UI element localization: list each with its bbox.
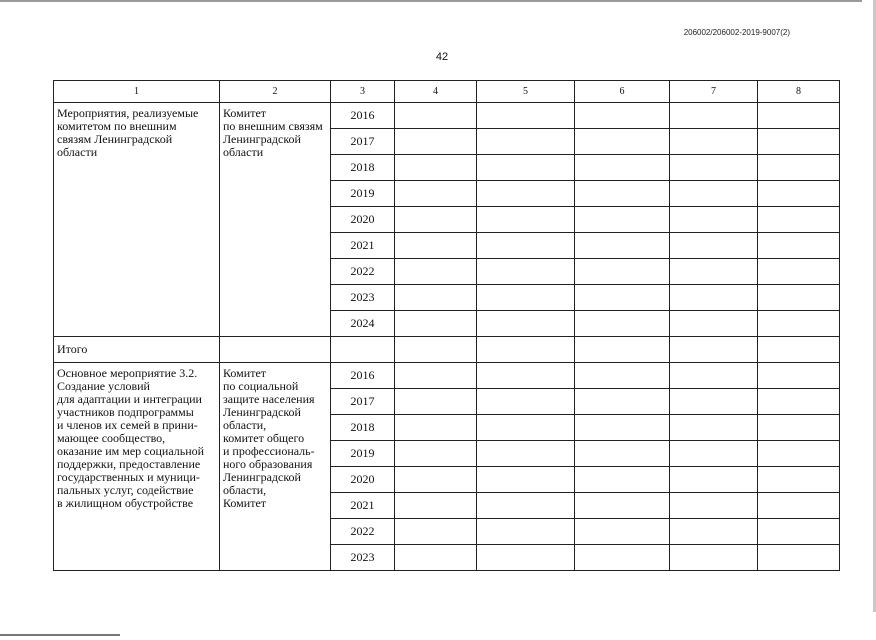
data-cell bbox=[575, 545, 670, 571]
year-cell: 2017 bbox=[331, 389, 395, 415]
year-cell: 2019 bbox=[331, 181, 395, 207]
data-cell bbox=[575, 155, 670, 181]
data-cell bbox=[575, 493, 670, 519]
data-cell bbox=[477, 285, 575, 311]
data-cell bbox=[575, 389, 670, 415]
measure-text: Мероприятия, реализуемые комитетом по внешним связям Ленинградской области bbox=[57, 106, 199, 159]
data-cell bbox=[670, 493, 758, 519]
header-row bbox=[54, 81, 840, 103]
data-cell bbox=[395, 389, 477, 415]
data-cell bbox=[670, 285, 758, 311]
data-cell bbox=[477, 155, 575, 181]
year-cell: 2018 bbox=[331, 415, 395, 441]
year-cell: 2021 bbox=[331, 493, 395, 519]
data-cell bbox=[575, 207, 670, 233]
data-cell bbox=[477, 441, 575, 467]
year-cell: 2018 bbox=[331, 155, 395, 181]
column-header: 1 bbox=[54, 81, 220, 103]
data-cell bbox=[670, 519, 758, 545]
column-header: 4 bbox=[395, 81, 477, 103]
data-cell bbox=[575, 233, 670, 259]
column-header: 2 bbox=[220, 81, 331, 103]
data-cell bbox=[670, 389, 758, 415]
data-cell bbox=[477, 207, 575, 233]
data-cell bbox=[758, 181, 840, 207]
data-cell bbox=[477, 493, 575, 519]
data-cell bbox=[670, 415, 758, 441]
executor-cell bbox=[220, 103, 331, 337]
data-cell bbox=[395, 285, 477, 311]
data-cell bbox=[395, 441, 477, 467]
year-cell: 2016 bbox=[331, 103, 395, 129]
data-cell bbox=[477, 311, 575, 337]
data-cell bbox=[477, 415, 575, 441]
data-cell bbox=[758, 363, 840, 389]
total-label: Итого bbox=[54, 337, 220, 363]
executor-text: Комитет по социальной защите населения Ленинградской области, комитет общего и профессиональ- ного образования Ленинградской области, Комитет bbox=[223, 366, 315, 510]
data-cell bbox=[758, 545, 840, 571]
data-cell bbox=[395, 311, 477, 337]
data-cell bbox=[575, 363, 670, 389]
data-cell bbox=[477, 259, 575, 285]
data-cell bbox=[758, 259, 840, 285]
data-cell bbox=[575, 129, 670, 155]
data-cell bbox=[670, 259, 758, 285]
column-header: 5 bbox=[477, 81, 575, 103]
data-cell bbox=[575, 259, 670, 285]
data-cell bbox=[758, 103, 840, 129]
data-cell bbox=[758, 441, 840, 467]
year-cell: 2019 bbox=[331, 441, 395, 467]
year-cell: 2022 bbox=[331, 519, 395, 545]
executor-text: Комитет по внешним связям Ленинградской области bbox=[223, 106, 323, 159]
column-header: 8 bbox=[758, 81, 840, 103]
data-cell bbox=[575, 519, 670, 545]
data-cell bbox=[670, 129, 758, 155]
data-cell bbox=[670, 181, 758, 207]
data-cell bbox=[395, 233, 477, 259]
measure-cell bbox=[54, 103, 220, 337]
data-cell bbox=[670, 545, 758, 571]
year-cell: 2020 bbox=[331, 207, 395, 233]
data-cell bbox=[670, 337, 758, 363]
column-header: 6 bbox=[575, 81, 670, 103]
data-cell bbox=[575, 337, 670, 363]
year-cell: 2021 bbox=[331, 233, 395, 259]
data-cell bbox=[670, 207, 758, 233]
page-number: 42 bbox=[435, 51, 449, 63]
data-cell bbox=[758, 311, 840, 337]
data-cell bbox=[670, 363, 758, 389]
data-cell bbox=[575, 467, 670, 493]
executor-cell bbox=[220, 363, 331, 571]
total-row bbox=[54, 337, 840, 363]
data-cell bbox=[758, 389, 840, 415]
data-cell bbox=[670, 155, 758, 181]
data-cell bbox=[395, 337, 477, 363]
data-cell bbox=[575, 181, 670, 207]
data-cell bbox=[758, 493, 840, 519]
data-cell bbox=[758, 467, 840, 493]
data-cell bbox=[575, 441, 670, 467]
data-cell bbox=[395, 545, 477, 571]
data-cell bbox=[477, 129, 575, 155]
data-cell bbox=[395, 415, 477, 441]
data-cell bbox=[477, 103, 575, 129]
data-cell bbox=[395, 493, 477, 519]
data-cell bbox=[575, 415, 670, 441]
data-cell bbox=[758, 155, 840, 181]
column-header: 7 bbox=[670, 81, 758, 103]
data-cell bbox=[758, 285, 840, 311]
scan-edge-bottom bbox=[0, 634, 120, 636]
year-cell: 2023 bbox=[331, 545, 395, 571]
data-cell bbox=[758, 519, 840, 545]
data-cell bbox=[395, 259, 477, 285]
year-cell: 2022 bbox=[331, 259, 395, 285]
table-row bbox=[54, 103, 840, 129]
data-cell bbox=[477, 545, 575, 571]
data-cell bbox=[477, 181, 575, 207]
data-cell bbox=[477, 337, 575, 363]
data-cell bbox=[575, 103, 670, 129]
scan-edge-top bbox=[0, 0, 862, 2]
data-cell bbox=[670, 311, 758, 337]
data-cell bbox=[220, 337, 331, 363]
data-cell bbox=[758, 415, 840, 441]
measure-cell bbox=[54, 363, 220, 571]
data-cell bbox=[395, 467, 477, 493]
column-header: 3 bbox=[331, 81, 395, 103]
data-cell bbox=[575, 311, 670, 337]
data-cell bbox=[395, 103, 477, 129]
data-cell bbox=[758, 233, 840, 259]
data-cell bbox=[477, 467, 575, 493]
data-cell bbox=[395, 181, 477, 207]
data-cell bbox=[670, 441, 758, 467]
data-cell bbox=[331, 337, 395, 363]
year-cell: 2020 bbox=[331, 467, 395, 493]
data-cell bbox=[758, 129, 840, 155]
data-cell bbox=[758, 337, 840, 363]
data-cell bbox=[395, 363, 477, 389]
data-cell bbox=[670, 467, 758, 493]
data-cell bbox=[395, 155, 477, 181]
data-cell bbox=[395, 519, 477, 545]
table-row bbox=[54, 363, 840, 389]
year-cell: 2023 bbox=[331, 285, 395, 311]
year-cell: 2024 bbox=[331, 311, 395, 337]
data-cell bbox=[758, 207, 840, 233]
data-cell bbox=[395, 207, 477, 233]
data-cell bbox=[477, 389, 575, 415]
data-cell bbox=[670, 103, 758, 129]
data-cell bbox=[477, 233, 575, 259]
data-cell bbox=[395, 129, 477, 155]
program-table bbox=[53, 80, 840, 571]
data-cell bbox=[477, 519, 575, 545]
document-reference: 206002/206002-2019-9007(2) bbox=[683, 28, 790, 37]
data-cell bbox=[670, 233, 758, 259]
data-cell bbox=[477, 363, 575, 389]
year-cell: 2017 bbox=[331, 129, 395, 155]
measure-text: Основное мероприятие 3.2. Создание условий для адаптации и интеграции участников подпрограммы и членов их семей в прини- мающее сообщество, оказание им мер социальной поддержки, предоставление государственных и муници- пальных услуг, содействие в жилищном обустройстве bbox=[57, 366, 205, 510]
data-cell bbox=[575, 285, 670, 311]
year-cell: 2016 bbox=[331, 363, 395, 389]
